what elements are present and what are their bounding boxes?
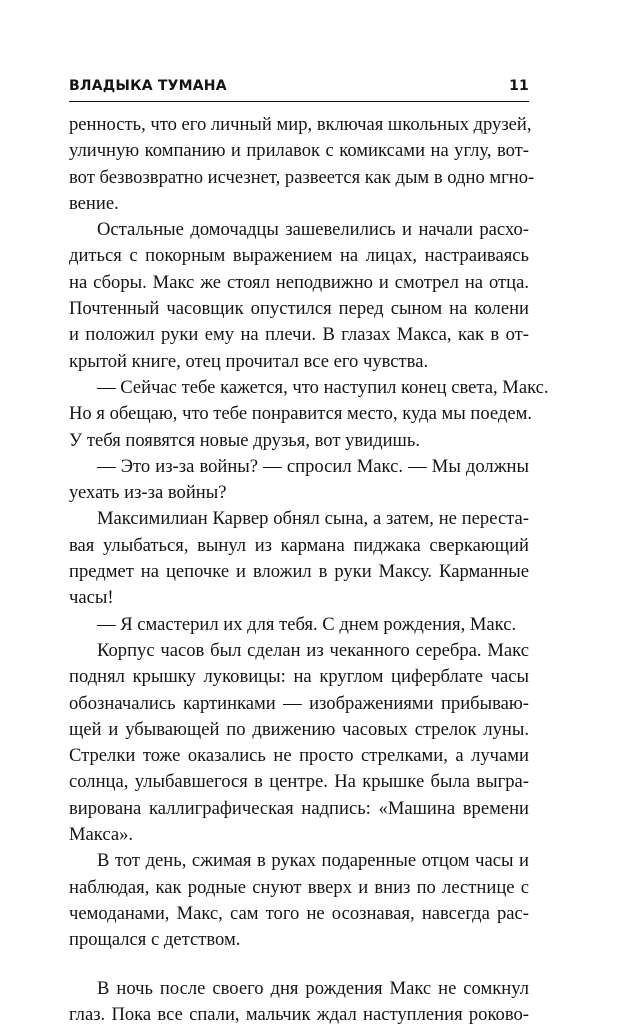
paragraph	[69, 375, 529, 454]
paragraph	[69, 506, 529, 611]
text-line: щей и убывающей по движению часовых стрелок луны.	[69, 717, 529, 743]
text-line: ренность, что его личный мир, включая школьных друзей,	[69, 112, 529, 138]
paragraph	[69, 848, 529, 953]
text-line: обозначались картинками — изображениями прибываю-	[69, 691, 529, 717]
text-line: поднял крышку луковицы: на круглом циферблате часы	[69, 664, 529, 690]
paragraph	[69, 638, 529, 848]
text-line: — Сейчас тебе кажется, что наступил конец света, Макс.	[69, 375, 529, 401]
text-line: глаз. Пока все спали, мальчик ждал наступления роково-	[69, 1002, 529, 1028]
text-line: В тот день, сжимая в руках подаренные отцом часы и	[69, 848, 529, 874]
text-line: Остальные домочадцы зашевелились и начали расхо-	[69, 217, 529, 243]
text-line: часы!	[69, 585, 529, 611]
text-line: чемоданами, Макс, сам того не осознавая, навсегда рас-	[69, 901, 529, 927]
text-line: наблюдая, как родные снуют вверх и вниз по лестнице с	[69, 875, 529, 901]
text-line: вот безвозвратно исчезнет, развеется как дым в одно мгно-	[69, 165, 529, 191]
text-line: предмет на цепочке и вложил в руки Максу. Карманные	[69, 559, 529, 585]
book-title: ВЛАДЫКА ТУМАНА	[69, 78, 227, 94]
text-line: уличную компанию и прилавок с комиксами на углу, вот-	[69, 138, 529, 164]
text-line: Корпус часов был сделан из чеканного серебра. Макс	[69, 638, 529, 664]
text-line: Почтенный часовщик опустился перед сыном на колени	[69, 296, 529, 322]
text-line: диться с покорным выражением на лицах, настраиваясь	[69, 243, 529, 269]
page-number: 11	[509, 78, 529, 94]
section-break	[69, 954, 529, 976]
header-rule	[69, 101, 529, 102]
text-line: на сборы. Макс же стоял неподвижно и смотрел на отца.	[69, 270, 529, 296]
paragraph	[69, 217, 529, 375]
body-text	[69, 112, 529, 1028]
text-line: — Я смастерил их для тебя. С днем рождения, Макс.	[69, 612, 529, 638]
text-line: Но я обещаю, что тебе понравится место, куда мы поедем.	[69, 401, 529, 427]
text-line: солнца, улыбавшегося в центре. На крышке была выгра-	[69, 769, 529, 795]
paragraph	[69, 454, 529, 507]
paragraph	[69, 112, 529, 217]
text-line: уехать из-за войны?	[69, 480, 529, 506]
text-line: и положил руки ему на плечи. В глазах Макса, как в от-	[69, 322, 529, 348]
running-header	[69, 78, 529, 98]
paragraph	[69, 976, 529, 1028]
paragraph	[69, 612, 529, 638]
text-line: крытой книге, отец прочитал все его чувства.	[69, 349, 529, 375]
text-line: вение.	[69, 191, 529, 217]
text-line: Максимилиан Карвер обнял сына, а затем, не переста-	[69, 506, 529, 532]
text-line: вирована каллиграфическая надпись: «Машина времени	[69, 796, 529, 822]
text-line: вая улыбаться, вынул из кармана пиджака сверкающий	[69, 533, 529, 559]
text-line: Стрелки тоже оказались не просто стрелками, а лучами	[69, 743, 529, 769]
text-line: — Это из-за войны? — спросил Макс. — Мы должны	[69, 454, 529, 480]
text-line: В ночь после своего дня рождения Макс не сомкнул	[69, 976, 529, 1002]
text-line: прощался с детством.	[69, 927, 529, 953]
text-line: Макса».	[69, 822, 529, 848]
text-line: У тебя появятся новые друзья, вот увидишь.	[69, 428, 529, 454]
